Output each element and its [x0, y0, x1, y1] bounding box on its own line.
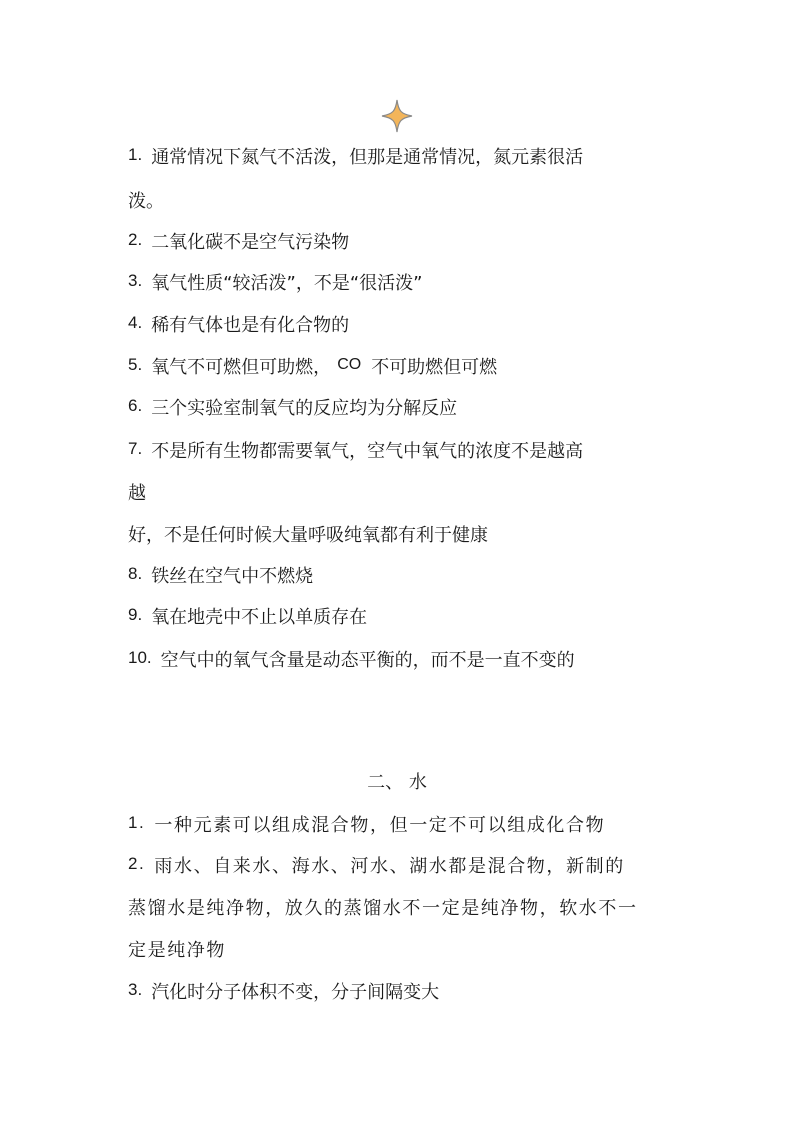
list-item: [128, 607, 367, 629]
item-text: 不可助燃但可燃: [371, 357, 498, 378]
item-number: 2.: [128, 230, 143, 249]
list-item: [128, 982, 439, 1004]
four-point-star-icon: [381, 99, 413, 133]
list-item: [128, 357, 497, 380]
item-number: 1.: [128, 813, 146, 832]
item-number: 6.: [128, 396, 143, 415]
item-number: 1.: [128, 145, 143, 164]
chemical-formula: CO: [337, 356, 362, 373]
item-continuation: 定是纯净物: [128, 940, 226, 961]
item-text: 雨水、自来水、海水、河水、湖水都是混合物，新制的: [154, 856, 625, 877]
item-text: 不是所有生物都需要氧气，空气中氧气的浓度不是越高: [151, 441, 584, 462]
item-text: 汽化时分子体积不变，分子间隔变大: [151, 982, 440, 1003]
item-continuation: 蒸馏水是纯净物，放久的蒸馏水不一定是纯净物，软水不一: [128, 898, 638, 919]
item-continuation: 好，不是任何时候大量呼吸纯氧都有利于健康: [128, 525, 488, 546]
item-number: 5.: [128, 355, 143, 374]
item-text: 一种元素可以组成混合物，但一定不可以组成化合物: [154, 815, 606, 836]
list-item: [128, 232, 349, 254]
list-item: [128, 815, 605, 837]
item-number: 9.: [128, 605, 143, 624]
list-item: [128, 650, 575, 672]
list-item: [128, 147, 583, 169]
list-item: [128, 315, 349, 337]
item-number: 10.: [128, 648, 152, 667]
item-text: 氧在地壳中不止以单质存在: [151, 607, 368, 628]
item-text: 空气中的氧气含量是动态平衡的，而不是一直不变的: [160, 650, 575, 671]
item-number: 2.: [128, 854, 146, 873]
item-text: 铁丝在空气中不燃烧: [151, 566, 314, 587]
item-text: 通常情况下氮气不活泼，但那是通常情况，氮元素很活: [151, 147, 584, 168]
list-item: [128, 856, 625, 878]
list-item: [128, 273, 423, 295]
item-text: 二氧化碳不是空气污染物: [151, 232, 350, 253]
item-text: 氧气性质“较活泼”，不是“很活泼”: [151, 273, 423, 294]
list-item: [128, 566, 313, 588]
item-number: 3.: [128, 271, 143, 290]
item-text: 氧气不可燃但可助燃，: [151, 357, 332, 378]
item-text: 三个实验室制氧气的反应均为分解反应: [151, 398, 458, 419]
list-item: [128, 398, 457, 420]
item-number: 4.: [128, 313, 143, 332]
section-heading: 二、 水: [367, 772, 427, 793]
list-item: [128, 441, 583, 463]
item-number: 8.: [128, 564, 143, 583]
item-number: 7.: [128, 439, 143, 458]
item-continuation: 越: [128, 483, 146, 504]
item-continuation: 泼。: [128, 191, 164, 212]
item-number: 3.: [128, 980, 143, 999]
item-text: 稀有气体也是有化合物的: [151, 315, 350, 336]
